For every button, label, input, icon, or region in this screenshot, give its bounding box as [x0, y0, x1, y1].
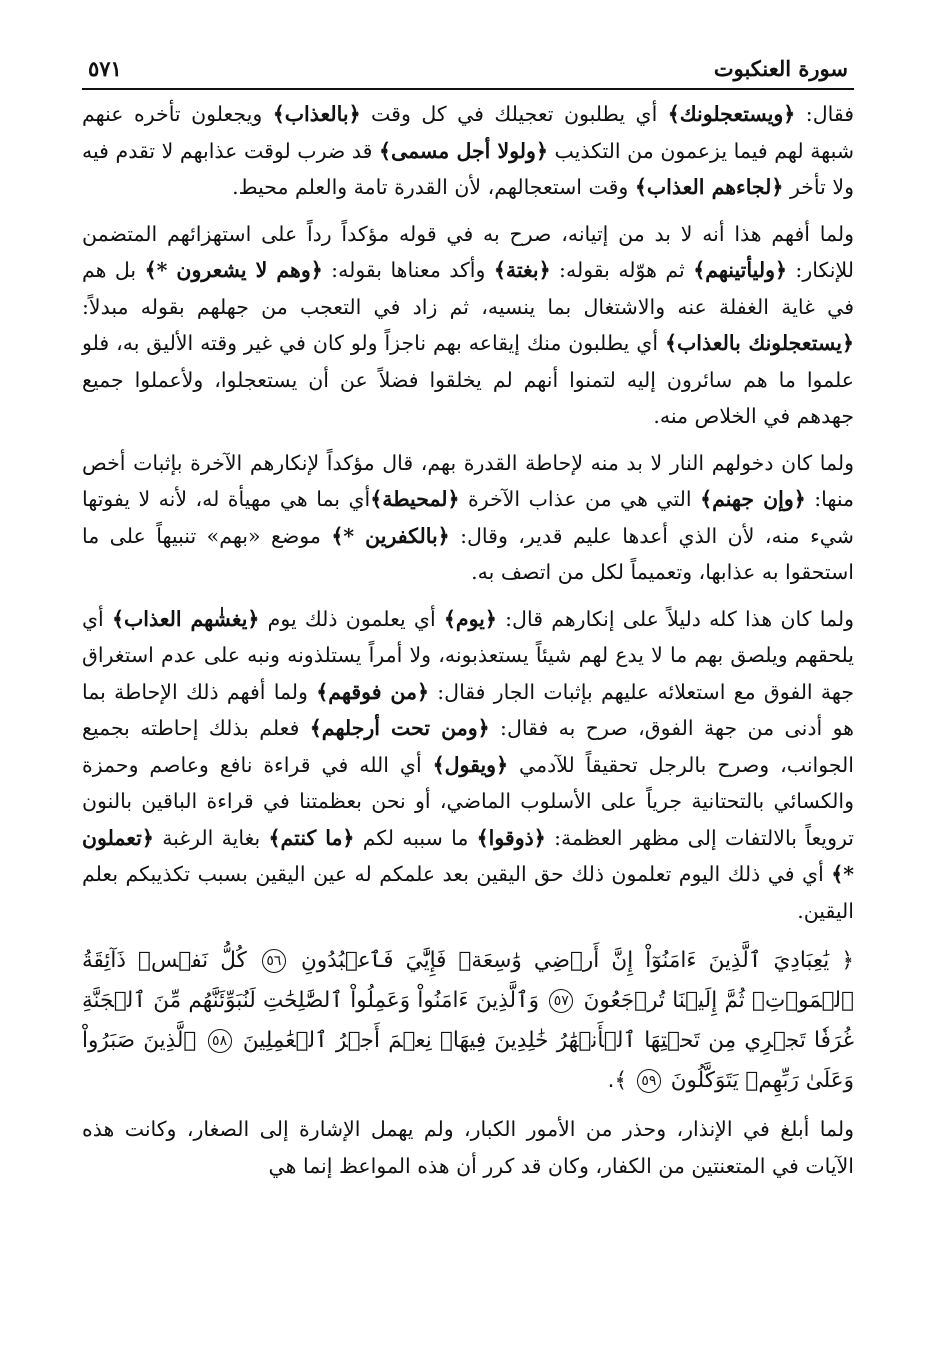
- quoted-verse-term: ﴿يوم﴾: [443, 606, 497, 631]
- quoted-verse-term: ﴿ويستعجلونك﴾: [667, 102, 796, 126]
- ayah-number-mark: ٥٧: [549, 989, 573, 1013]
- quoted-verse-term: ﴿يستعجلونك بالعذاب﴾: [664, 331, 854, 355]
- running-header: [82, 56, 854, 86]
- commentary-paragraph: [82, 96, 854, 206]
- paragraph-text: التي هي من عذاب الآخرة: [459, 487, 701, 511]
- commentary-paragraph-final: ولما أبلغ في الإنذار، وحذر من الأمور الكبار، ولم يهمل الإشارة إلى الصغار، وكانت هذه الآيات في المتعنتين من الكفار، وكان قد كرر أن هذه المواعظ إنما هي: [82, 1117, 854, 1178]
- commentary-paragraph: [82, 445, 854, 591]
- page-number: ٥٧١: [88, 56, 122, 81]
- paragraph-text: أي يطلبون منك إيقاعه بهم ناجزاً ولو كان في غير وقته الأليق به، فلو علموا ما هم سائرون إليه لتمنوا أنهم لم يخلقوا فضلاً عن أن يستعجلوا، ولأعملوا جميع جهدهم في الخلاص منه.: [82, 331, 854, 428]
- ayah-number-mark: ٥٩: [637, 1069, 661, 1093]
- commentary-paragraph: [82, 216, 854, 435]
- quoted-verse-term: ﴿من فوقهم﴾: [316, 679, 429, 704]
- quran-verses: [82, 941, 854, 1101]
- ayah-number-mark: ٥٦: [262, 949, 286, 973]
- paragraph-text: أي الله في قراءة نافع وعاصم وحمزة والكسائي بالتحتانية جرياً على الأسلوب الماضي، أو نحن بعظمتنا في قراءة الباقين بالنون ترويعاً بالالتفات إلى مظهر العظمة:: [82, 752, 854, 850]
- paragraph-text: بل هم في غاية الغفلة عنه والاشتغال بما ينسيه، ثم زاد في التعجب من جهلهم بقوله مبدلاً:: [82, 258, 854, 319]
- quran-text: ﴾.: [607, 1068, 634, 1093]
- quoted-verse-term: ﴿لجاءهم العذاب﴾: [634, 175, 784, 199]
- paragraph-text: أي يطلبون تعجيلك في كل وقت: [360, 102, 668, 126]
- paragraph-text: ولما كان دخولهم النار لا بد منه لإحاطة القدرة بهم، قال مؤكداً لإنكارهم الآخرة بإثبات أخص منها:: [82, 450, 854, 511]
- quoted-verse-term: ﴿وهم لا يشعرون *﴾: [144, 258, 323, 282]
- paragraph-text: ولما كان هذا كله دليلاً على إنكارهم قال:: [496, 606, 854, 631]
- paragraph-text: ما سببه لكم: [354, 825, 477, 850]
- quoted-verse-term: ﴿بالكفرين *﴾: [331, 523, 450, 548]
- paragraph-text: موضع «بهم» تنبيهاً على ما استحقوا به عذابها، وتعميماً لكل من اتصف به.: [82, 523, 854, 584]
- paragraph-text: ولما أفهم هذا أنه لا بد من إتيانه، صرح به في قوله مؤكداً رداً على استهزائهم المتضمن للإنكار:: [82, 221, 854, 282]
- quoted-verse-term: ﴿لمحيطة﴾: [370, 487, 460, 511]
- quoted-verse-term: ﴿ويقول﴾: [432, 752, 509, 777]
- quoted-verse-term: ﴿بالعذاب﴾: [272, 102, 361, 126]
- quran-text: ٱلَّذِينَ صَبَرُواْ وَعَلَىٰ رَبِّهِمۡ يَتَوَكَّلُونَ: [82, 1028, 854, 1093]
- paragraph-text: وأكد معناها بقوله:: [322, 258, 494, 282]
- paragraph-text: قد ضرب لوقت عذابهم لا تقدم فيه ولا تأخر: [82, 138, 854, 199]
- quran-text: ﴿ يَٰعِبَادِيَ ٱلَّذِينَ ءَامَنُوٓاْ إِنَّ أَرۡضِي وَٰسِعَةٞ فَإِيَّٰيَ فَٱعۡبُدُونِ: [288, 948, 854, 973]
- quoted-verse-term: ﴿ومن تحت أرجلهم﴾: [309, 716, 490, 740]
- quoted-verse-term: ﴿وليأتينهم﴾: [693, 258, 787, 282]
- paragraph-text: فعلم بذلك إحاطته بجميع الجوانب، وصرح بالرجل تحقيقاً للآدمي: [82, 716, 854, 777]
- paragraph-text: وقت استعجالهم، لأن القدرة تامة والعلم محيط.: [232, 175, 635, 199]
- commentary-paragraph: [82, 601, 854, 930]
- quoted-verse-term: ﴿وإن جهنم﴾: [700, 487, 806, 511]
- quoted-verse-term: ﴿تعملون *﴾: [82, 825, 854, 886]
- quran-text: وَٱلَّذِينَ ءَامَنُواْ وَعَمِلُواْ ٱلصَّٰلِحَٰتِ لَنُبَوِّئَنَّهُم مِّنَ ٱلۡجَنَّةِ غُرَفٗا تَجۡرِي مِن تَحۡتِهَا ٱلۡأَنۡهَٰرُ خَٰلِدِينَ فِيهَاۚ نِعۡمَ أَجۡرُ ٱلۡعَٰمِلِينَ: [82, 988, 854, 1053]
- paragraph-text: ثم هوّله بقوله:: [550, 258, 694, 282]
- quran-text: كُلُّ نَفۡسٖ ذَآئِقَةُ ٱلۡمَوۡتِۖ ثُمَّ إِلَيۡنَا تُرۡجَعُونَ: [82, 948, 854, 1013]
- paragraph-text: أي يلحقهم ويلصق بهم ما لا يدع لهم شيئاً يستعذبونه، ولا أمراً يستلذونه ونبه على عدم استغراق جهة الفوق مع استعلائه عليهم بإثبات الجار فقال:: [82, 606, 855, 704]
- quoted-verse-term: ﴿ولولا أجل مسمى﴾: [379, 138, 548, 163]
- page-content: [82, 96, 854, 1184]
- paragraph-text: بغاية الرغبة: [153, 825, 269, 850]
- quoted-verse-term: ﴿يغشٰهم العذاب﴾: [111, 606, 260, 631]
- quoted-verse-term: ﴿ذوقوا﴾: [476, 825, 546, 850]
- book-page: [82, 56, 854, 1194]
- surah-title: سورة العنكبوت: [713, 56, 848, 81]
- quoted-verse-term: ﴿بغتة﴾: [493, 258, 551, 282]
- ayah-number-mark: ٥٨: [208, 1029, 232, 1053]
- quoted-verse-term: ﴿ما كنتم﴾: [268, 825, 355, 850]
- paragraph-text: أي يعلمون ذلك يوم: [259, 606, 444, 631]
- paragraph-text: فقال:: [795, 102, 854, 126]
- paragraph-text: ويجعلون تأخره عنهم شبهة لهم فيما يزعمون من التكذيب: [82, 102, 854, 163]
- paragraph-text: ولما أفهم ذلك الإحاطة بما هو أدنى من جهة الفوق، صرح به فقال:: [82, 679, 854, 740]
- paragraph-text: أي في ذلك اليوم تعلمون ذلك حق اليقين بعد علمكم له عين اليقين بسبب تكذيبكم بعلم اليقين.: [82, 862, 854, 923]
- paragraph-text: أي بما هي مهيأة له، لأنه لا يفوتها شيء منه، لأن الذي أعدها عليم قدير، وقال:: [82, 487, 854, 548]
- header-rule: [82, 88, 854, 90]
